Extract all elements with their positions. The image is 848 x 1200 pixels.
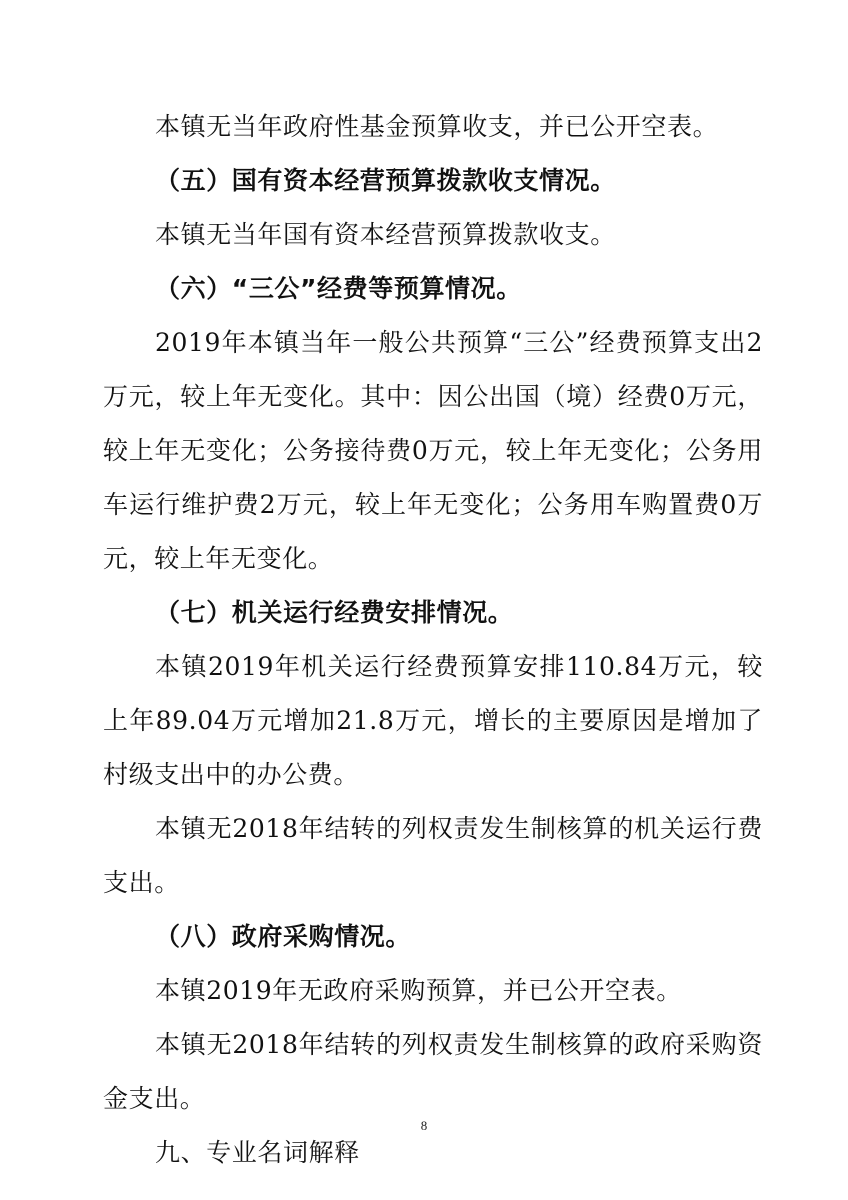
section-term-explanation: 九、专业名词解释 — [155, 1138, 360, 1167]
paragraph-three-public-expenses: 2019年本镇当年一般公共预算“三公”经费预算支出2万元，较上年无变化。其中：因公出国（境）经费0万元，较上年无变化；公务接待费0万元，较上年无变化；公务用车运行维护费2万元，较上年无变化；公务用车购置费0万元，较上年无变化。 — [103, 328, 763, 573]
heading-government-procurement: （八）政府采购情况。 — [155, 922, 412, 951]
paragraph-procurement-carryover: 本镇无2018年结转的列权责发生制核算的政府采购资金支出。 — [103, 1030, 763, 1113]
heading-state-capital-budget: （五）国有资本经营预算拨款收支情况。 — [155, 166, 616, 195]
paragraph-fund-budget: 本镇无当年政府性基金预算收支，并已公开空表。 — [155, 112, 719, 141]
paragraph-state-capital-budget: 本镇无当年国有资本经营预算拨款收支。 — [155, 220, 616, 249]
paragraph-operating-expenses: 本镇2019年机关运行经费预算安排110.84万元，较上年89.04万元增加21.8万元，增长的主要原因是增加了村级支出中的办公费。 — [103, 652, 763, 789]
paragraph-government-procurement: 本镇2019年无政府采购预算，并已公开空表。 — [155, 976, 682, 1005]
paragraph-operating-expenses-carryover: 本镇无2018年结转的列权责发生制核算的机关运行费支出。 — [103, 814, 763, 897]
heading-three-public-expenses: （六）“三公”经费等预算情况。 — [155, 274, 522, 303]
page-number: 8 — [420, 1118, 428, 1133]
heading-operating-expenses: （七）机关运行经费安排情况。 — [155, 598, 514, 627]
document-body — [103, 100, 763, 1180]
